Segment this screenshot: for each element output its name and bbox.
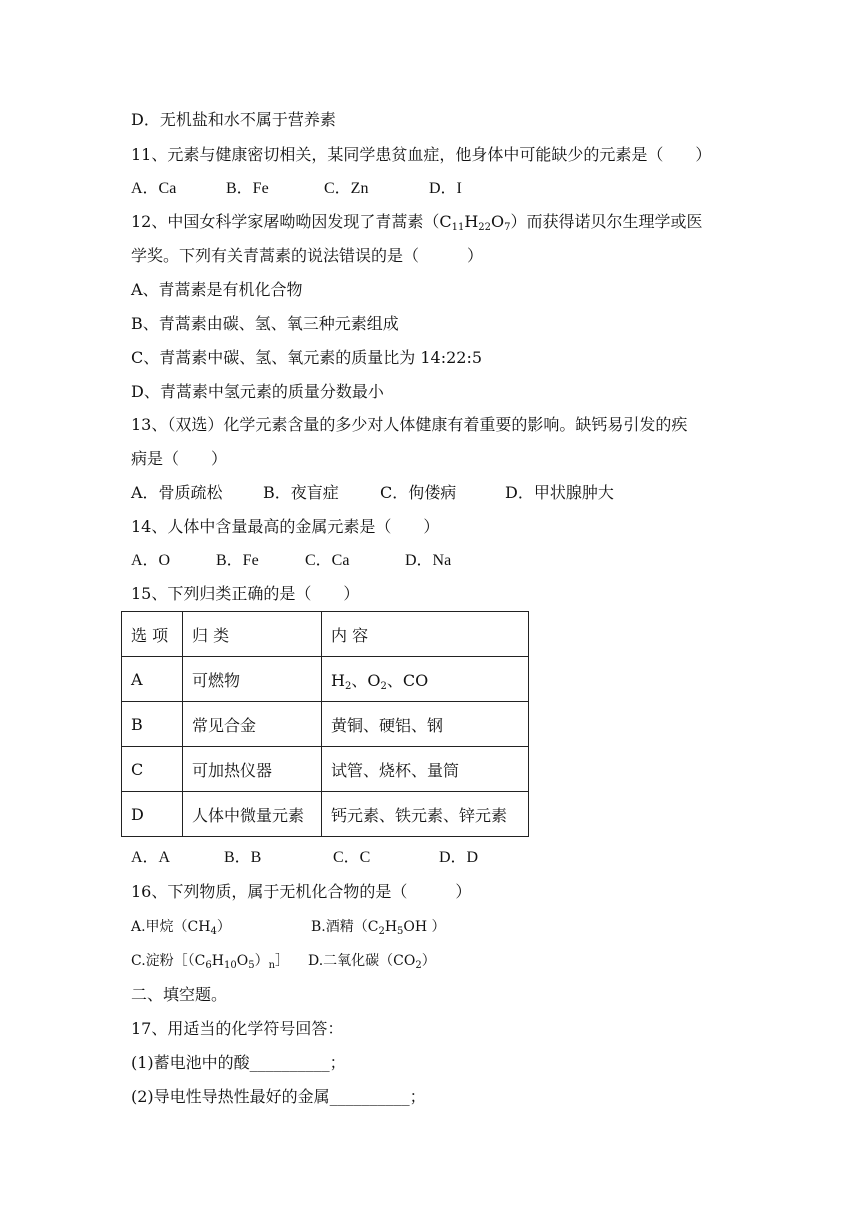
q12-option-c: C、青蒿素中碳、氢、氧元素的质量比为 14:22:5 (131, 348, 483, 367)
q11-option-b: B．Fe (226, 180, 269, 197)
section-heading: 二、填空题。 (131, 985, 228, 1004)
q12-stem-line2: 学奖。下列有关青蒿素的说法错误的是（ ） (131, 246, 484, 265)
q11-option-c: C．Zn (324, 180, 369, 197)
q16-stem: 16、下列物质，属于无机化合物的是（ ） (131, 882, 472, 901)
q13-stem-line1: 13、（双选）化学元素含量的多少对人体健康有着重要的影响。缺钙易引发的疾 (131, 415, 688, 434)
q15-stem: 15、下列归类正确的是（ ） (131, 584, 360, 603)
q15-option-d: D．D (439, 849, 479, 866)
row-category: 人体中微量元素 (183, 792, 322, 837)
q14-option-d: D．Na (405, 552, 452, 569)
q16-option-a: A.甲烷$(CH_4)$ (131, 919, 231, 937)
row-option: D (122, 792, 183, 837)
header-category: 归 类 (183, 612, 322, 657)
row-content: 黄铜、硬铝、钢 (322, 702, 529, 747)
q12-stem-line1: 12、中国女科学家屠呦呦因发现了青蒿素$(C_{11}H_{22}O_7)$而获得诺贝尔生理学或医 (131, 212, 703, 233)
row-option: C (122, 747, 183, 792)
row-content: 试管、烧杯、量筒 (322, 747, 529, 792)
q13-option-c: C．佝偻病 (380, 483, 457, 502)
header-option: 选 项 (122, 612, 183, 657)
row-option: B (122, 702, 183, 747)
q15-option-c: C．C (333, 849, 371, 866)
q17-stem: 17、用适当的化学符号回答： (131, 1019, 344, 1038)
q13-option-b: B．夜盲症 (263, 483, 339, 502)
row-category: 常见合金 (183, 702, 322, 747)
q11-option-a: A．Ca (131, 180, 177, 197)
q13-option-a: A．骨质疏松 (131, 483, 223, 502)
q11-option-d: D．I (429, 180, 462, 197)
q12-option-a: A、青蒿素是有机化合物 (131, 280, 303, 299)
q14-stem: 14、人体中含量最高的金属元素是（ ） (131, 517, 440, 536)
q17-item-2: (2)导电性导热性最好的金属__________； (131, 1087, 426, 1106)
q13-option-d: D．甲状腺肿大 (505, 483, 614, 502)
q10-option-d: D．无机盐和水不属于营养素 (131, 110, 336, 129)
q14-option-b: B．Fe (216, 552, 259, 569)
q14-option-a: A．O (131, 552, 171, 569)
table-row (122, 702, 529, 747)
row-category: 可燃物 (183, 657, 322, 702)
row-category: 可加热仪器 (183, 747, 322, 792)
q11-stem: 11、元素与健康密切相关，某同学患贫血症，他身体中可能缺少的元素是（ ） (131, 145, 712, 164)
q15-option-b: B．B (224, 849, 262, 866)
header-content: 内 容 (322, 612, 529, 657)
q16-option-c: C.淀粉$[(C_6H_{10}O_5)_n]$ (131, 953, 290, 971)
table-row (122, 747, 529, 792)
row-content: 钙元素、铁元素、锌元素 (322, 792, 529, 837)
q12-option-d: D、青蒿素中氢元素的质量分数最小 (131, 382, 384, 401)
q14-option-c: C．Ca (305, 552, 350, 569)
table-row (122, 792, 529, 837)
row-option: A (122, 657, 183, 702)
table-header-row (122, 612, 529, 657)
q15-option-a: A．A (131, 849, 171, 866)
q15-classification-table (121, 611, 529, 837)
table-row (122, 657, 529, 702)
q16-option-d: D.二氧化碳$(CO_2)$ (308, 953, 436, 971)
row-content: $H_2$、$O_2$、CO (322, 657, 529, 702)
q16-option-b: B.酒精（$C_2H_5OH$ ） (311, 919, 446, 937)
q12-option-b: B、青蒿素由碳、氢、氧三种元素组成 (131, 314, 399, 333)
q13-stem-line2: 病是（ ） (131, 449, 228, 468)
q17-item-1: (1)蓄电池中的酸__________； (131, 1053, 346, 1072)
